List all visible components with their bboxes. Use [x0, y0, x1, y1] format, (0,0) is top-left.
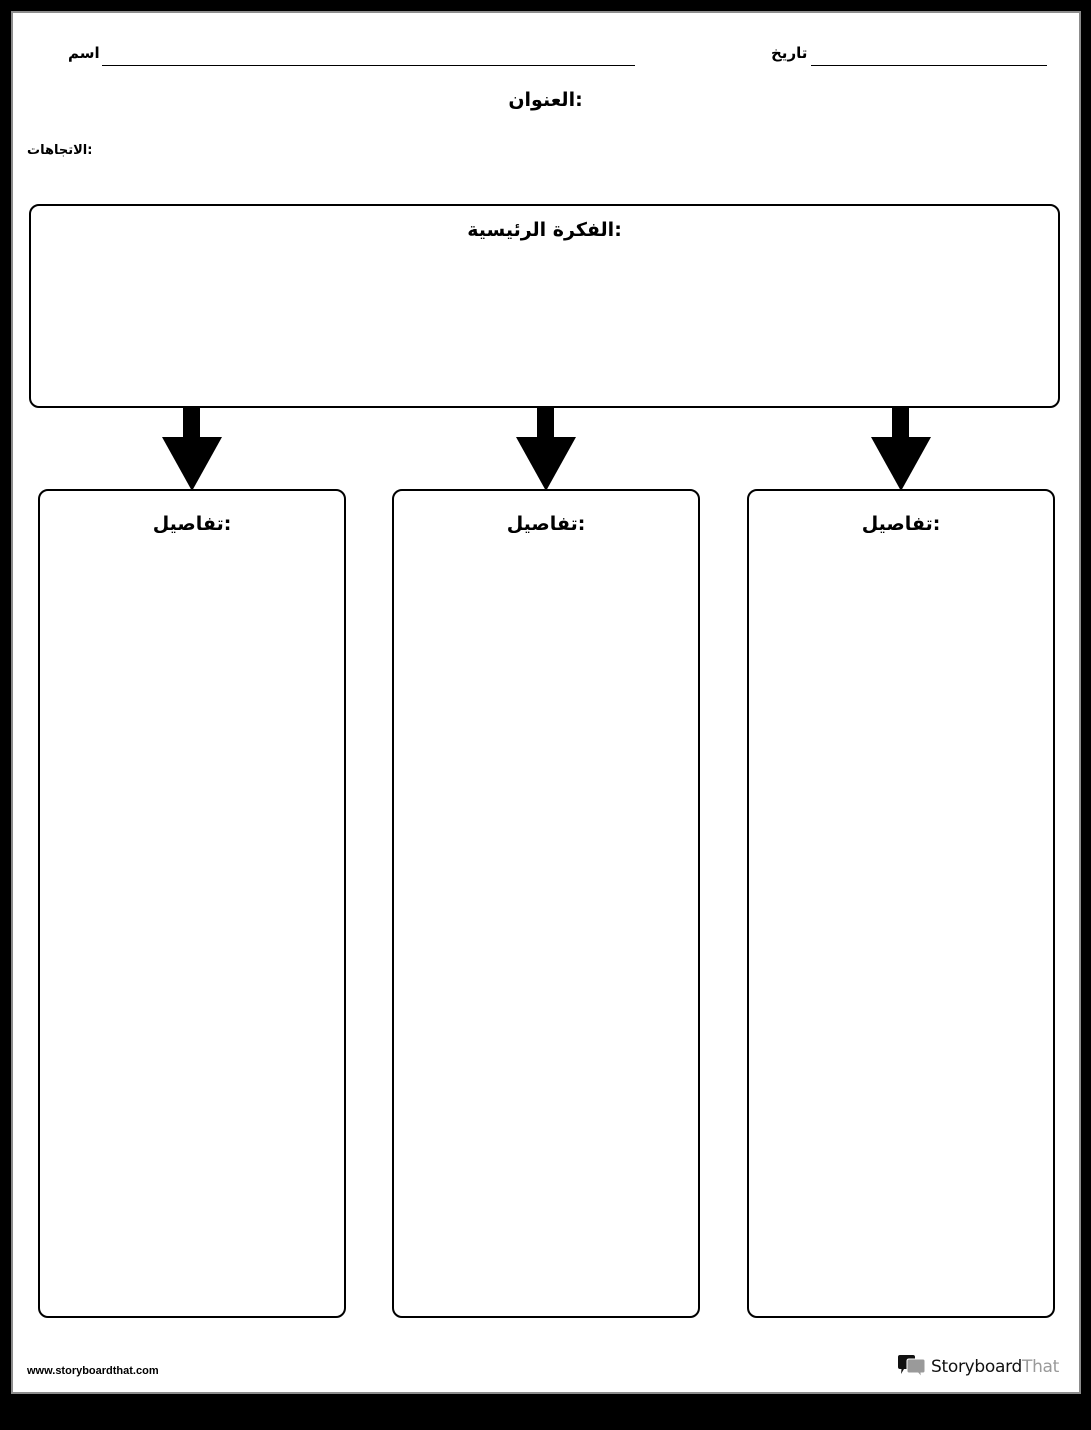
details-label: :تفاصيل: [861, 513, 941, 535]
details-label: :تفاصيل: [506, 513, 586, 535]
details-box-3[interactable]: [747, 489, 1055, 1318]
title-label: :العنوان: [508, 89, 583, 111]
logo-text-secondary: That: [1022, 1357, 1060, 1377]
arrow-down-icon: [516, 407, 576, 491]
date-label: تاريخ: [771, 44, 808, 62]
arrow-down-icon: [871, 407, 931, 491]
logo-text-primary: Storyboard: [931, 1357, 1022, 1377]
details-box-1[interactable]: [38, 489, 346, 1318]
footer-url: www.storyboardthat.com: [27, 1365, 159, 1377]
main-idea-label: :الفكرة الرئيسية: [467, 219, 622, 241]
date-field-line[interactable]: [811, 65, 1047, 66]
main-idea-box[interactable]: [29, 204, 1060, 408]
arrow-down-icon: [162, 407, 222, 491]
directions-label: :الاتجاهات: [27, 143, 93, 158]
storyboardthat-logo: [896, 1354, 1059, 1380]
speech-bubbles-icon: [896, 1354, 928, 1380]
details-label: :تفاصيل: [152, 513, 232, 535]
details-box-2[interactable]: [392, 489, 700, 1318]
name-label: اسم: [68, 44, 100, 62]
name-field-line[interactable]: [102, 65, 635, 66]
